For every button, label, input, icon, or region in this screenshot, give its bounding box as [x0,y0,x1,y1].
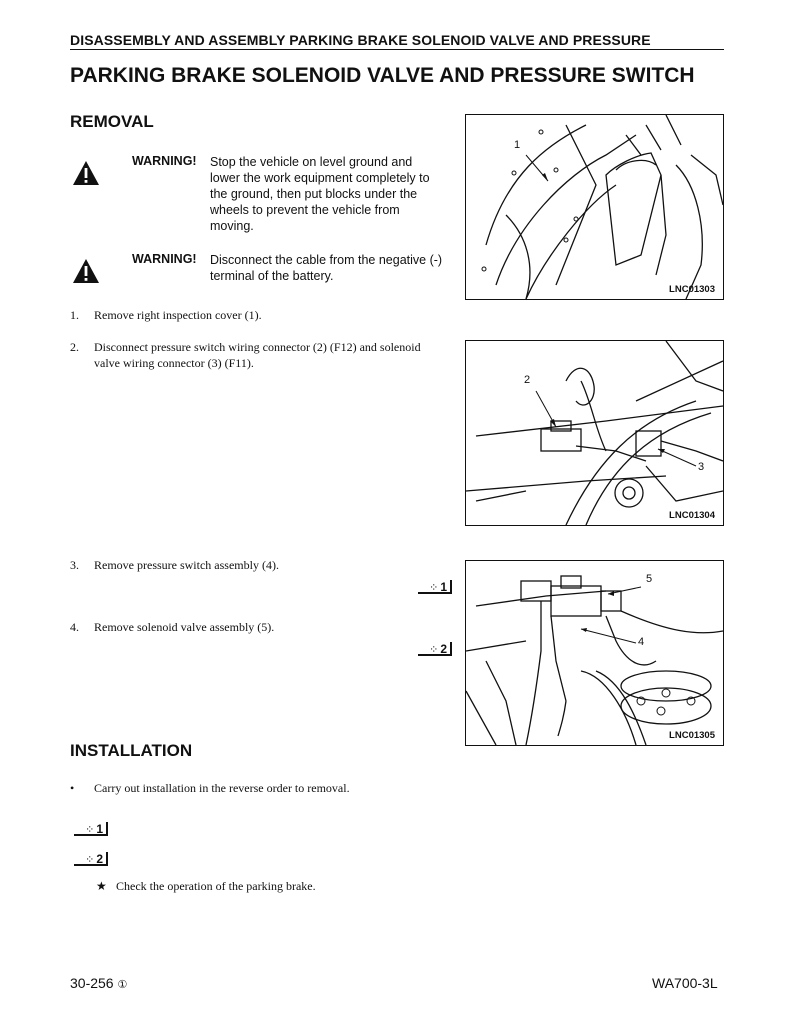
gear-icon: ⁘ [429,582,439,594]
figure-code: LNC01304 [669,510,715,521]
gear-icon: ⁘ [429,644,439,656]
step-mark: ⁘ 2 [74,852,108,866]
figure-illustration [466,115,723,299]
star-item: ★ Check the operation of the parking brake. [96,879,316,893]
bullet-item: • Carry out installation in the reverse order to removal. [70,781,350,795]
step-item: 3. Remove pressure switch assembly (4). [70,558,279,572]
figure-wiring-connectors [465,340,724,526]
warning-icon [72,160,100,191]
step-mark: ⁘ 1 [418,580,452,594]
callout-label: 2 [524,374,531,386]
step-mark: ⁘ 1 [74,822,108,836]
warning-label: WARNING! [132,252,197,266]
warning-text: Stop the vehicle on level ground and lower the work equipment completely to the ground, then put blocks under the wheels to prevent the vehicle from moving. [210,155,430,233]
page-title: PARKING BRAKE SOLENOID VALVE AND PRESSURE SWITCH [70,64,695,87]
warning-text: Disconnect the cable from the negative (-) terminal of the battery. [210,253,443,283]
step-mark: ⁘ 2 [418,642,452,656]
installation-heading: INSTALLATION [70,741,193,760]
callout-label: 4 [638,636,645,648]
removal-heading: REMOVAL [70,112,154,131]
figure-inspection-cover [465,114,724,300]
figure-illustration [466,561,723,745]
callout-label: 5 [646,573,653,585]
step-item: 4. Remove solenoid valve assembly (5). [70,620,275,634]
figure-illustration [466,341,723,525]
star-icon: ★ [96,879,107,893]
page-number: 30-256 ① [70,975,128,991]
model-code: WA700-3L [652,975,718,991]
callout-label: 3 [698,461,705,473]
running-header: DISASSEMBLY AND ASSEMBLY PARKING BRAKE SOLENOID VALVE AND PRESSURE [70,32,724,50]
warning-icon [72,258,100,289]
warning-label: WARNING! [132,154,197,168]
figure-code: LNC01305 [669,730,715,741]
bullet-icon: • [70,781,75,795]
step-item: 1. Remove right inspection cover (1). [70,308,262,322]
callout-label: 1 [514,139,521,151]
figure-valve-switch [465,560,724,746]
step-item: 2. Disconnect pressure switch wiring connector (2) (F12) and solenoid valve wiring connector (3) (F11). [70,340,421,370]
gear-icon: ⁘ [85,854,95,866]
figure-code: LNC01303 [669,284,715,295]
gear-icon: ⁘ [85,824,95,836]
